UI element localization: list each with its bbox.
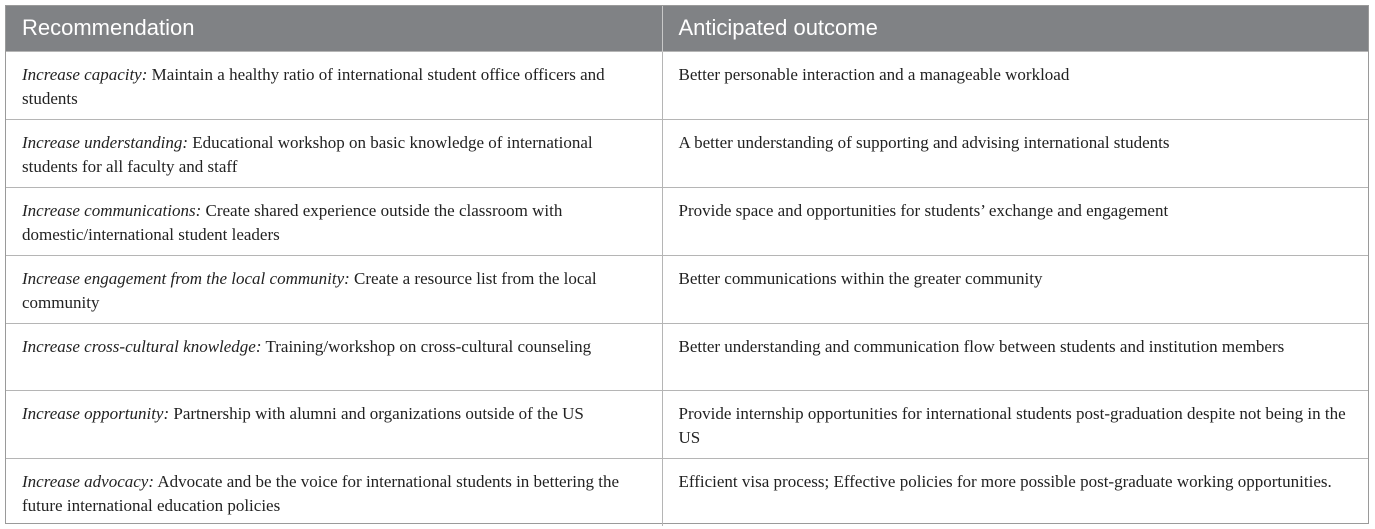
recommendation-text: Create a resource list from the local community bbox=[22, 268, 597, 312]
header-recommendation: Recommendation bbox=[6, 6, 662, 51]
recommendation-text: Partnership with alumni and organizations outside of the US bbox=[173, 403, 584, 423]
outcome-cell: Better communications within the greater community bbox=[662, 255, 1368, 323]
recommendation-lead: Increase cross-cultural knowledge: bbox=[22, 336, 262, 356]
recommendation-cell bbox=[6, 458, 662, 526]
recommendation-text: Training/workshop on cross-cultural counseling bbox=[265, 336, 592, 356]
table-row bbox=[6, 51, 1368, 119]
table-row bbox=[6, 458, 1368, 526]
table-row bbox=[6, 119, 1368, 187]
recommendation-text: Advocate and be the voice for international students in bettering the future international education policies bbox=[22, 471, 619, 515]
outcome-cell: Better understanding and communication flow between students and institution members bbox=[662, 323, 1368, 390]
recommendations-table bbox=[6, 6, 1368, 526]
outcome-cell: Provide internship opportunities for international students post-graduation despite not being in the US bbox=[662, 390, 1368, 458]
recommendation-cell bbox=[6, 390, 662, 458]
recommendation-lead: Increase opportunity: bbox=[22, 403, 170, 423]
recommendation-lead: Increase understanding: bbox=[22, 132, 189, 152]
table-row bbox=[6, 255, 1368, 323]
header-anticipated-outcome: Anticipated outcome bbox=[662, 6, 1368, 51]
outcome-cell: Efficient visa process; Effective policies for more possible post-graduate working opportunities. bbox=[662, 458, 1368, 526]
recommendation-lead: Increase communications: bbox=[22, 200, 202, 220]
recommendation-cell bbox=[6, 323, 662, 390]
recommendation-lead: Increase advocacy: bbox=[22, 471, 154, 491]
recommendation-cell bbox=[6, 255, 662, 323]
recommendations-table-container bbox=[5, 5, 1369, 524]
table-header-row bbox=[6, 6, 1368, 51]
table-row bbox=[6, 390, 1368, 458]
recommendation-text: Create shared experience outside the classroom with domestic/international student leaders bbox=[22, 200, 563, 244]
table-row bbox=[6, 323, 1368, 390]
recommendation-cell bbox=[6, 187, 662, 255]
outcome-cell: A better understanding of supporting and advising international students bbox=[662, 119, 1368, 187]
recommendation-lead: Increase engagement from the local community: bbox=[22, 268, 350, 288]
recommendation-lead: Increase capacity: bbox=[22, 64, 148, 84]
outcome-cell: Better personable interaction and a manageable workload bbox=[662, 51, 1368, 119]
recommendation-text: Educational workshop on basic knowledge of international students for all faculty and staff bbox=[22, 132, 593, 176]
outcome-cell: Provide space and opportunities for students’ exchange and engagement bbox=[662, 187, 1368, 255]
recommendation-cell bbox=[6, 119, 662, 187]
recommendation-text: Maintain a healthy ratio of international student office officers and students bbox=[22, 64, 605, 108]
table-row bbox=[6, 187, 1368, 255]
recommendation-cell bbox=[6, 51, 662, 119]
